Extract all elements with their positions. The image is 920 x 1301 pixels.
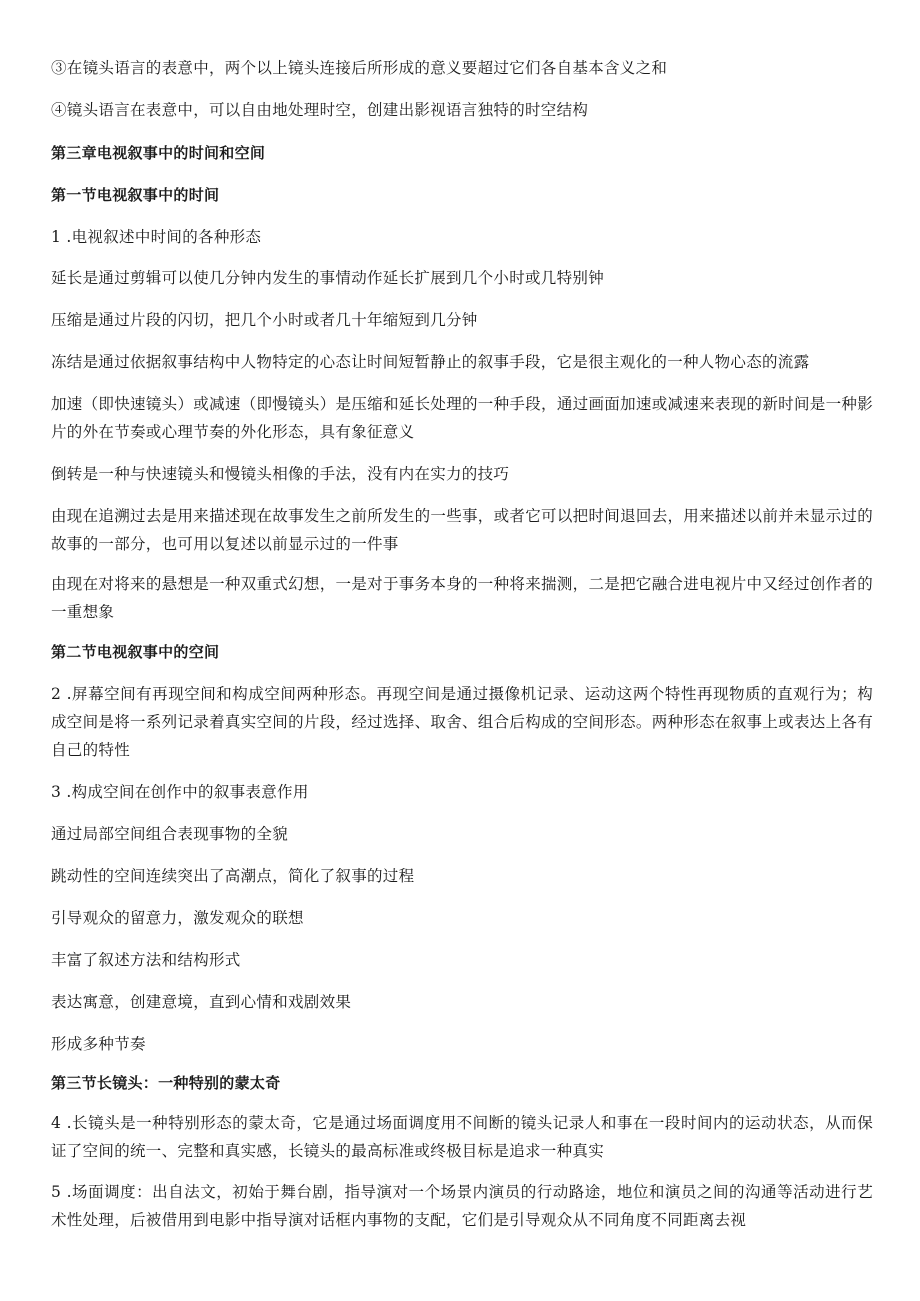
paragraph: 形成多种节奏 <box>51 1035 146 1053</box>
paragraph: 表达寓意，创建意境，直到心情和戏剧效果 <box>51 993 352 1011</box>
paragraph: 倒转是一种与快速镜头和慢镜头相像的手法，没有内在实力的技巧 <box>51 465 510 483</box>
paragraph: 4 .长镜头是一种特别形态的蒙太奇，它是通过场面调度用不间断的镜头记录人和事在一段时间内的运动状态，从而保证了空间的统一、完整和真实感，长镜头的最高标准或终极目标是追求一种真实 <box>51 1114 873 1160</box>
paragraph: 由现在对将来的悬想是一种双重式幻想，一是对于事务本身的一种将来揣测，二是把它融合进电视片中又经过创作者的一重想象 <box>51 575 873 621</box>
paragraph: 引导观众的留意力，激发观众的联想 <box>51 909 304 927</box>
section-heading: 第三节长镜头：一种特别的蒙太奇 <box>51 1074 281 1092</box>
paragraph: 加速（即快速镜头）或减速（即慢镜头）是压缩和延长处理的一种手段，通过画面加速或减速来表现的新时间是一种影片的外在节奏或心理节奏的外化形态，具有象征意义 <box>51 395 873 441</box>
paragraph: 1 .电视叙述中时间的各种形态 <box>51 228 262 246</box>
section-heading: 第二节电视叙事中的空间 <box>51 643 220 661</box>
paragraph: ④镜头语言在表意中，可以自由地处理时空，创建出影视语言独特的时空结构 <box>51 101 589 119</box>
chapter-heading: 第三章电视叙事中的时间和空间 <box>51 144 266 162</box>
paragraph: 5 .场面调度：出自法文，初始于舞台剧，指导演对一个场景内演员的行动路途，地位和演员之间的沟通等活动进行艺术性处理，后被借用到电影中指导演对话框内事物的支配，它们是引导观众从不同角度不同距离去视 <box>51 1183 873 1229</box>
paragraph: 丰富了叙述方法和结构形式 <box>51 951 241 969</box>
paragraph: 压缩是通过片段的闪切，把几个小时或者几十年缩短到几分钟 <box>51 311 478 329</box>
paragraph: 由现在追溯过去是用来描述现在故事发生之前所发生的一些事，或者它可以把时间退回去，用来描述以前并未显示过的故事的一部分，也可用以复述以前显示过的一件事 <box>51 507 873 553</box>
paragraph: 2 .屏幕空间有再现空间和构成空间两种形态。再现空间是通过摄像机记录、运动这两个特性再现物质的直观行为；构成空间是将一系列记录着真实空间的片段，经过选择、取舍、组合后构成的空间形态。两种形态在叙事上或表达上各有自己的特性 <box>51 685 873 759</box>
paragraph: ③在镜头语言的表意中，两个以上镜头连接后所形成的意义要超过它们各自基本含义之和 <box>51 59 668 77</box>
paragraph: 通过局部空间组合表现事物的全貌 <box>51 825 289 843</box>
paragraph: 3 .构成空间在创作中的叙事表意作用 <box>51 783 309 801</box>
paragraph: 冻结是通过依据叙事结构中人物特定的心态让时间短暂静止的叙事手段，它是很主观化的一种人物心态的流露 <box>51 353 810 371</box>
section-heading: 第一节电视叙事中的时间 <box>51 186 220 204</box>
paragraph: 延长是通过剪辑可以使几分钟内发生的事情动作延长扩展到几个小时或几特别钟 <box>51 269 605 287</box>
paragraph: 跳动性的空间连续突出了高潮点，简化了叙事的过程 <box>51 867 415 885</box>
